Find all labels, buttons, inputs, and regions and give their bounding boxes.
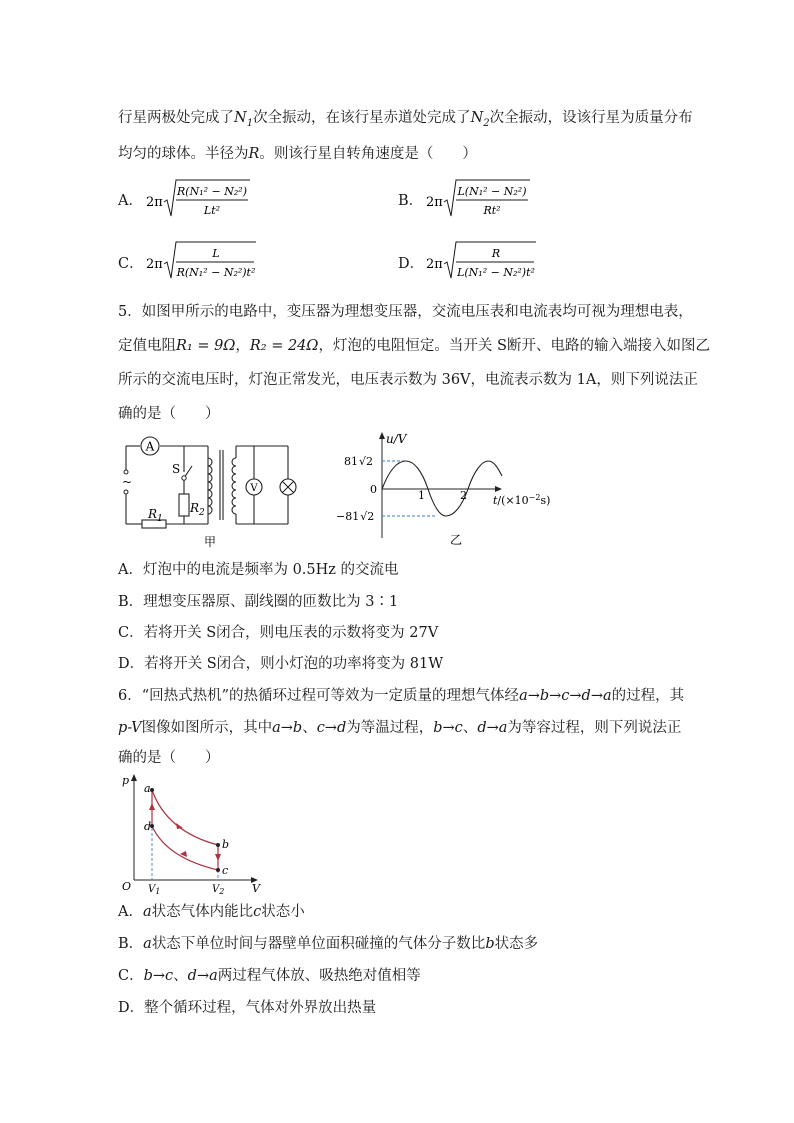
voltmeter-label: V bbox=[250, 483, 258, 494]
svg-text:2π: 2π bbox=[426, 257, 443, 272]
q6-option-c[interactable]: C．b→c、d→a两过程气体放、吸热绝对值相等 bbox=[118, 968, 421, 984]
r1-label: $R_1$ bbox=[148, 507, 163, 524]
pv-state-d: d bbox=[144, 820, 152, 833]
formula-d bbox=[426, 238, 542, 284]
pv-state-a: a bbox=[144, 782, 151, 795]
pv-v1-label: $V_1$ bbox=[148, 884, 161, 896]
q6-option-a[interactable]: A．a状态气体内能比c状态小 bbox=[118, 904, 305, 920]
svg-text:R(N₁² − N₂²)t²: R(N₁² − N₂²)t² bbox=[176, 266, 256, 279]
q5-option-a[interactable]: A．灯泡中的电流是频率为 0.5Hz 的交流电 bbox=[118, 562, 399, 578]
pv-diagram bbox=[114, 770, 264, 896]
svg-text:2π: 2π bbox=[146, 257, 163, 272]
q4-stem-line1: 行星两极处完成了$N_1$次全振动，在该行星赤道处完成了$N_2$次全振动，设该行星为质量分布 bbox=[118, 110, 693, 129]
circuit-diagram bbox=[112, 432, 302, 550]
n1-symbol: $N_1$ bbox=[234, 110, 254, 129]
graph-tick-2: 2 bbox=[460, 489, 467, 502]
graph-ybottom: −81√2 bbox=[336, 510, 375, 523]
formula-c bbox=[146, 238, 262, 284]
ac-source-symbol: ~ bbox=[122, 475, 133, 489]
q6-stem-line1: 6．“回热式热机”的热循环过程可等效为一定质量的理想气体经a→b→c→d→a的过程，其 bbox=[118, 688, 685, 704]
svg-text:L(N₁² − N₂²)t²: L(N₁² − N₂²)t² bbox=[457, 266, 535, 279]
pv-origin-label: O bbox=[122, 880, 132, 893]
graph-xlabel: $t/(\times 10^{-2}s)$ bbox=[493, 493, 551, 507]
r2-label: $R_2$ bbox=[190, 501, 205, 518]
svg-text:Rt²: Rt² bbox=[483, 204, 501, 217]
q6-option-b[interactable]: B．a状态下单位时间与器壁单位面积碰撞的气体分子数比b状态多 bbox=[118, 936, 539, 952]
q5-stem-line2: 定值电阻R₁ = 9Ω，R₂ = 24Ω，灯泡的电阻恒定。当开关 S断开、电路的输入端接入如图乙 bbox=[118, 338, 710, 354]
pv-state-c: c bbox=[222, 864, 229, 877]
graph-origin: 0 bbox=[370, 483, 377, 496]
pv-v2-label: $V_2$ bbox=[212, 884, 225, 896]
circuit-caption: 甲 bbox=[204, 535, 217, 549]
svg-text:Lt²: Lt² bbox=[203, 204, 221, 217]
q5-option-c[interactable]: C．若将开关 S闭合，则电压表的示数将变为 27V bbox=[118, 625, 439, 641]
voltage-graph bbox=[330, 426, 560, 550]
graph-tick-1: 1 bbox=[418, 489, 425, 502]
q6-option-d[interactable]: D．整个循环过程，气体对外界放出热量 bbox=[118, 1000, 377, 1016]
svg-text:2π: 2π bbox=[426, 195, 443, 210]
q5-stem-line1: 5．如图甲所示的电路中，变压器为理想变压器，交流电压表和电流表均可视为理想电表， bbox=[118, 304, 693, 320]
svg-text:2π: 2π bbox=[146, 195, 163, 210]
graph-ylabel: u/V bbox=[386, 432, 407, 446]
graph-caption: 乙 bbox=[450, 533, 463, 547]
n2-symbol: $N_2$ bbox=[470, 110, 490, 129]
formula-b bbox=[426, 176, 536, 222]
pv-p-label: p bbox=[122, 774, 130, 787]
graph-ytop: 81√2 bbox=[344, 455, 374, 468]
q6-stem-line2: p-V图像如图所示，其中a→b、c→d为等温过程，b→c、d→a为等容过程，则下列说法正 bbox=[118, 720, 682, 736]
pv-state-b: b bbox=[222, 838, 230, 851]
svg-text:R: R bbox=[491, 247, 501, 260]
q4-stem-line2: 均匀的球体。半径为R。则该行星自转角速度是（ ） bbox=[118, 146, 477, 162]
pv-v-label: V bbox=[252, 882, 260, 895]
ammeter-label: A bbox=[145, 439, 155, 454]
q5-stem-line3: 所示的交流电压时，灯泡正常发光，电压表示数为 36V，电流表示数为 1A，则下列说法正 bbox=[118, 372, 698, 388]
q5-stem-line4: 确的是（ ） bbox=[118, 406, 220, 422]
formula-a bbox=[146, 176, 256, 222]
svg-text:L: L bbox=[212, 247, 220, 260]
svg-text:R(N₁² − N₂²): R(N₁² − N₂²) bbox=[177, 185, 247, 198]
q5-option-b[interactable]: B．理想变压器原、副线圈的匝数比为 3∶1 bbox=[118, 594, 399, 610]
q6-stem-line3: 确的是（ ） bbox=[118, 750, 220, 766]
q5-option-d[interactable]: D．若将开关 S闭合，则小灯泡的功率将变为 81W bbox=[118, 656, 444, 672]
switch-label: S bbox=[172, 462, 181, 476]
svg-text:L(N₁² − N₂²): L(N₁² − N₂²) bbox=[457, 185, 527, 198]
